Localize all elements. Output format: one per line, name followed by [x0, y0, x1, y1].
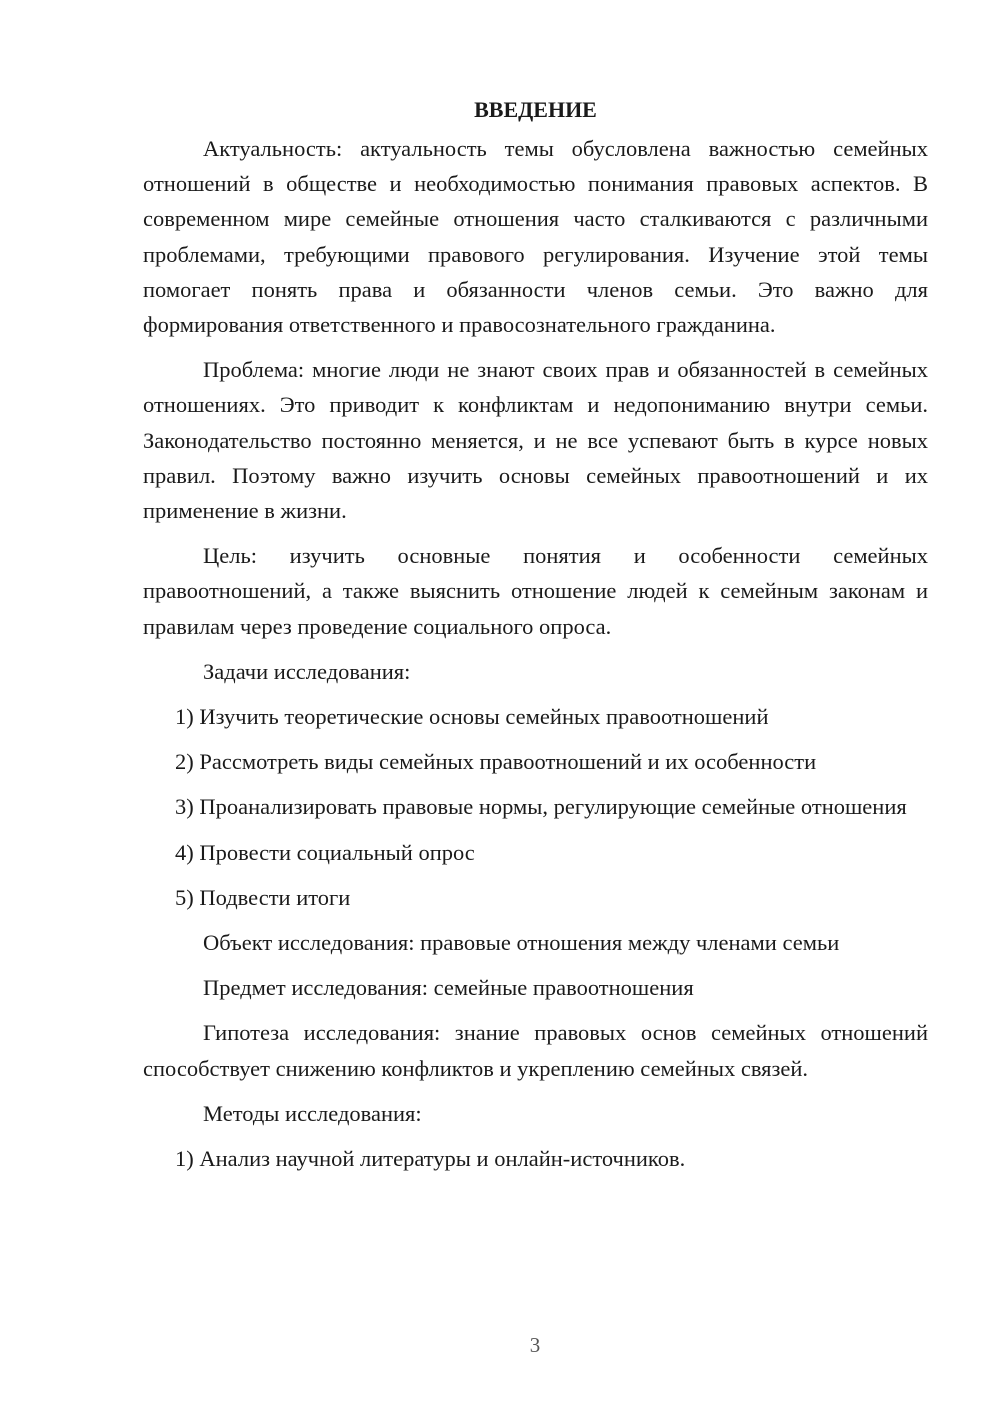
- subject-paragraph: Предмет исследования: семейные правоотношения: [203, 975, 694, 1001]
- task-item-5: 5) Подвести итоги: [175, 884, 351, 910]
- hypothesis-paragraph: Гипотеза исследования: знание правовых основ семейных отношений способствует снижению конфликтов и укреплению семейных связей.: [143, 1020, 928, 1081]
- goal-paragraph: Цель: изучить основные понятия и особенности семейных правоотношений, а также выяснить отношение людей к семейным законам и правилам через проведение социального опроса.: [143, 543, 928, 639]
- task-item-3: 3) Проанализировать правовые нормы, регулирующие семейные отношения: [175, 794, 907, 820]
- document-title: ВВЕДЕНИЕ: [474, 97, 597, 122]
- task-item-4: 4) Провести социальный опрос: [175, 839, 475, 865]
- object-paragraph: Объект исследования: правовые отношения между членами семьи: [203, 930, 840, 956]
- task-item-1: 1) Изучить теоретические основы семейных правоотношений: [175, 704, 769, 730]
- methods-heading: Методы исследования:: [203, 1100, 422, 1126]
- relevance-paragraph: Актуальность: актуальность темы обусловлена важностью семейных отношений в обществе и необходимостью понимания правовых аспектов. В современном мире семейные отношения часто сталкиваются с различными проблемами, требующими правового регулирования. Изучение этой темы помогает понять права и обязанности членов семьи. Это важно для формирования ответственного и правосознательного гражданина.: [143, 136, 928, 338]
- page-number: 3: [529, 1333, 541, 1357]
- document-page: [143, 92, 928, 1186]
- task-item-2: 2) Рассмотреть виды семейных правоотношений и их особенности: [175, 749, 817, 775]
- problem-paragraph: Проблема: многие люди не знают своих прав и обязанностей в семейных отношениях. Это приводит к конфликтам и недопониманию внутри семьи. Законодательство постоянно меняется, и не все успевают быть в курсе новых правил. Поэтому важно изучить основы семейных правоотношений и их применение в жизни.: [143, 357, 928, 524]
- tasks-heading: Задачи исследования:: [203, 658, 411, 684]
- method-item-1: 1) Анализ научной литературы и онлайн-источников.: [175, 1146, 686, 1172]
